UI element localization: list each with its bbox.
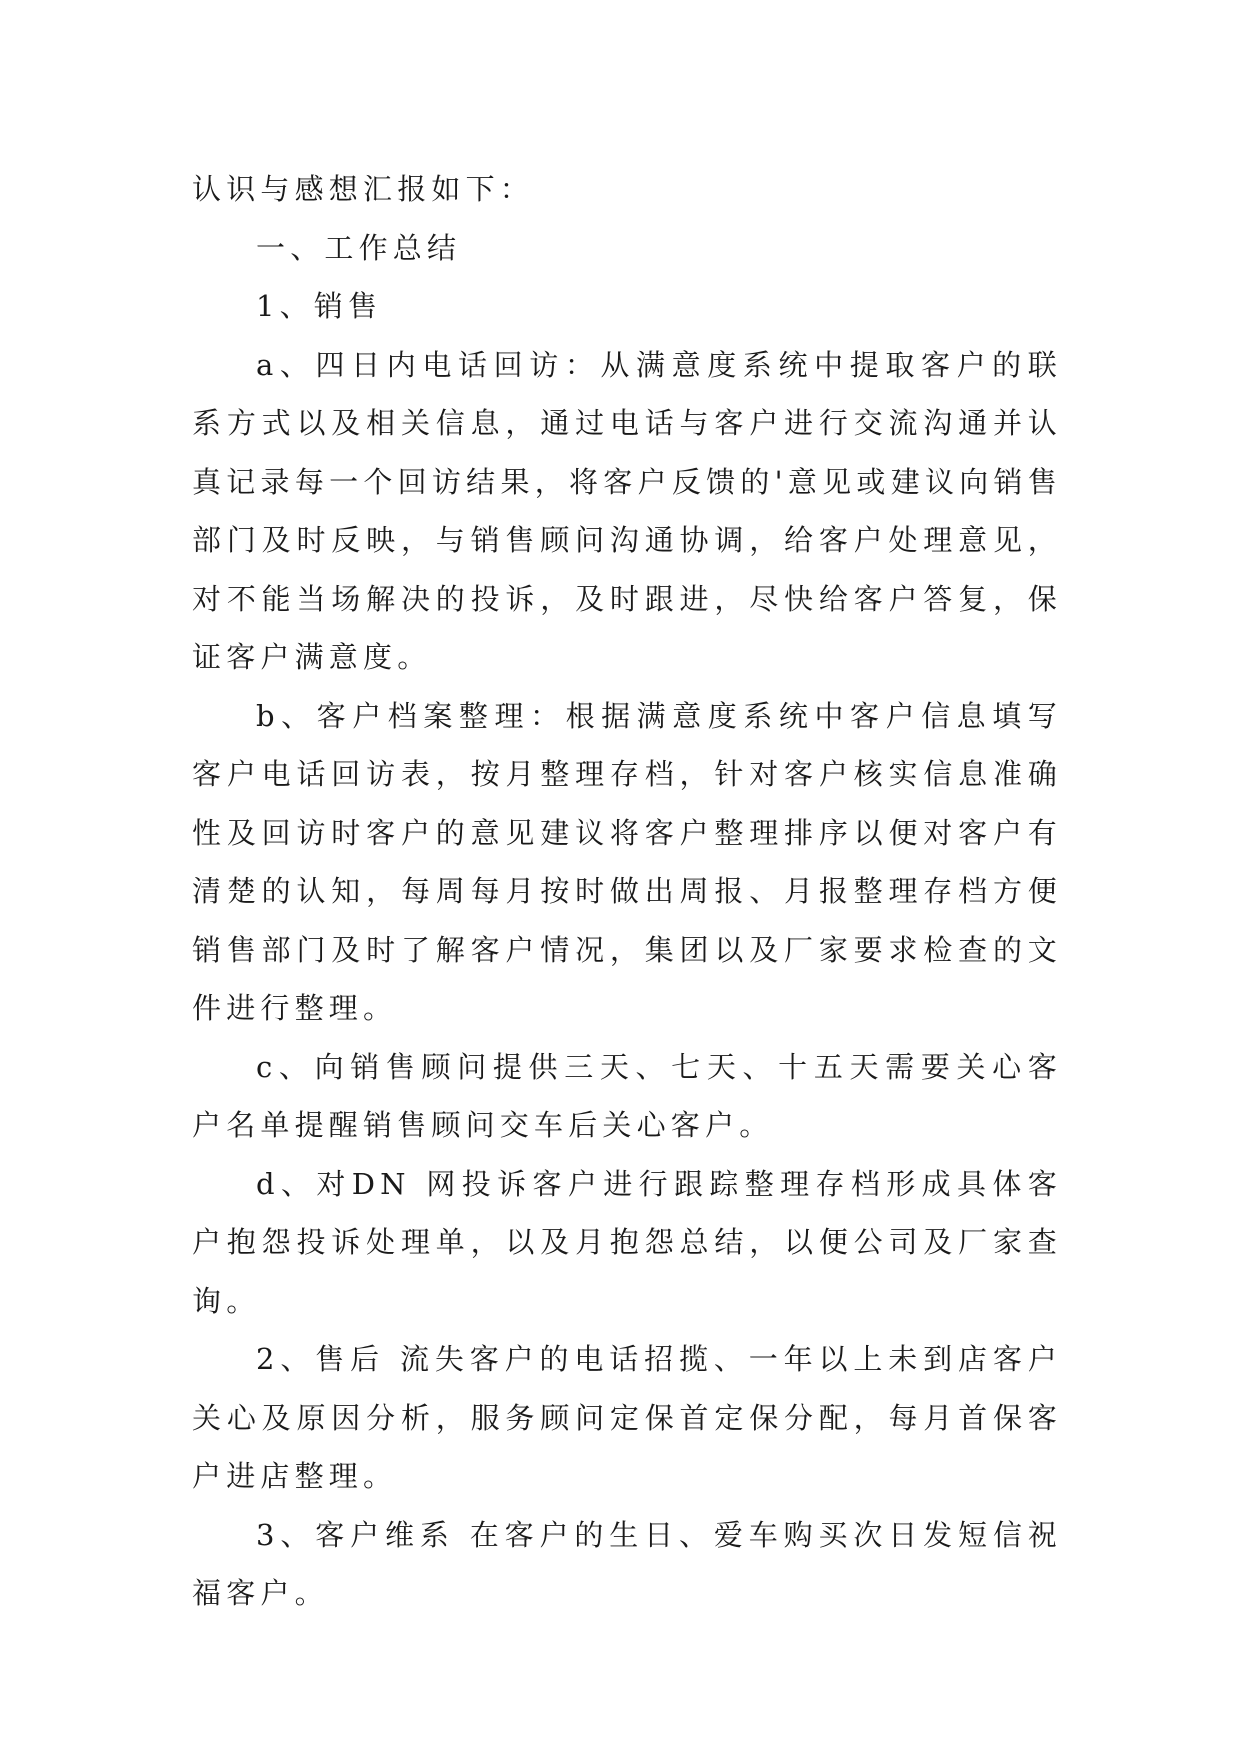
document-body [192,160,1062,1623]
paragraph-customer-maintenance: 3、客户维系 在客户的生日、爱车购买次日发短信祝福客户。 [192,1517,1062,1610]
intro-paragraph: 认识与感想汇报如下： [192,172,535,206]
paragraph-item-c: c、向销售顾问提供三天、七天、十五天需要关心客户名单提醒销售顾问交车后关心客户。 [192,1049,1062,1142]
paragraph-item-b: b、客户档案整理：根据满意度系统中客户信息填写客户电话回访表，按月整理存档，针对客户核实信息准确性及回访时客户的意见建议将客户整理排序以便对客户有清楚的认知，每周每月按时做出周报、月报整理存档方便销售部门及时了解客户情况，集团以及厂家要求检查的文件进行整理。 [192,698,1062,1025]
paragraph-item-d: d、对DN 网投诉客户进行跟踪整理存档形成具体客户抱怨投诉处理单，以及月抱怨总结，以便公司及厂家查询。 [192,1166,1062,1318]
section-heading-work-summary: 一、工作总结 [256,230,462,265]
paragraph-item-a: a、四日内电话回访：从满意度系统中提取客户的联系方式以及相关信息，通过电话与客户进行交流沟通并认真记录每一个回访结果，将客户反馈的'意见或建议向销售部门及时反映，与销售顾问沟通协调，给客户处理意见，对不能当场解决的投诉，及时跟进，尽快给客户答复，保证客户满意度。 [192,347,1062,674]
paragraph-after-sales: 2、售后 流失客户的电话招揽、一年以上未到店客户关心及原因分析，服务顾问定保首定保分配，每月首保客户进店整理。 [192,1342,1062,1493]
subheading-sales: 1、销售 [256,289,383,323]
